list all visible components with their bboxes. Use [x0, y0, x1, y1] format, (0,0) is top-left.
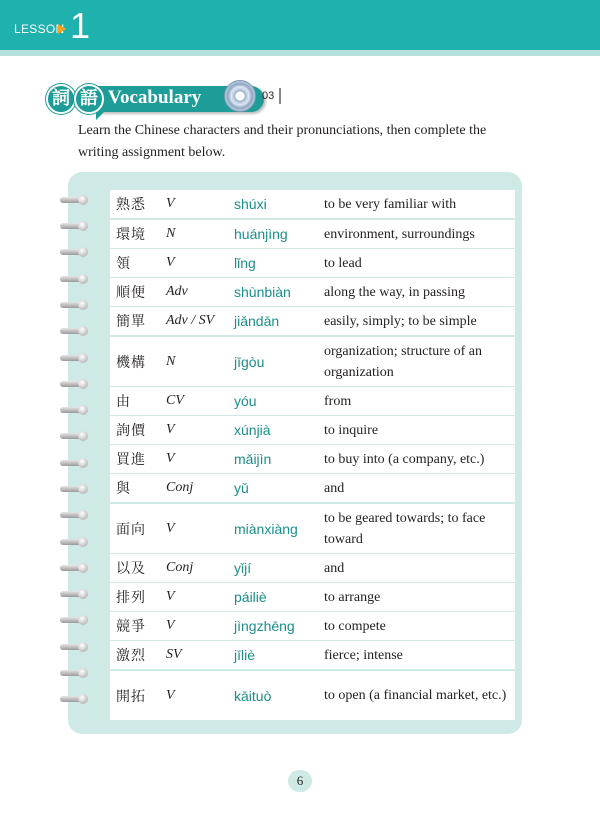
vocab-part-of-speech: CV: [166, 393, 184, 408]
page-number: 6: [288, 770, 312, 792]
ring-head: [78, 221, 88, 231]
binder-ring-icon: [60, 694, 94, 704]
binder-ring-icon: [60, 247, 94, 257]
banner-char-yu: 語: [74, 84, 104, 114]
ring-head: [78, 195, 88, 205]
binder-ring-icon: [60, 484, 94, 494]
vocab-part-of-speech: N: [166, 353, 176, 369]
vocab-characters: 由: [116, 394, 131, 410]
vocab-characters: 面向: [116, 521, 146, 538]
vocab-pinyin: jīgòu: [234, 353, 265, 370]
binder-ring-icon: [60, 589, 94, 599]
vocab-row: [110, 278, 515, 306]
vocab-characters: 與: [116, 481, 131, 497]
binder-ring-icon: [60, 458, 94, 468]
vocab-pinyin: yóu: [234, 393, 257, 409]
vocab-row: [110, 671, 515, 720]
section-title: Vocabulary: [108, 87, 202, 108]
vocab-definition: to buy into (a company, etc.): [324, 451, 485, 467]
ring-head: [78, 300, 88, 310]
vocab-pinyin: xúnjià: [234, 422, 271, 438]
ring-head: [78, 510, 88, 520]
ring-head: [78, 458, 88, 468]
ring-head: [78, 484, 88, 494]
vocab-row: [110, 612, 515, 640]
vocab-pinyin: huánjìng: [234, 226, 288, 242]
binder-ring-icon: [60, 615, 94, 625]
ring-head: [78, 642, 88, 652]
vocab-part-of-speech: V: [166, 451, 175, 466]
vocab-pinyin: yǔ: [234, 480, 249, 496]
vocab-pinyin: jìngzhēng: [234, 618, 295, 634]
vocab-pinyin: páiliè: [234, 589, 267, 605]
vocab-row: [110, 337, 515, 386]
lesson-label: LESSON: [14, 22, 65, 36]
vocab-part-of-speech: SV: [166, 647, 182, 662]
binder-ring-icon: [60, 300, 94, 310]
vocab-row: [110, 641, 515, 669]
binder-ring-icon: [60, 221, 94, 231]
vocab-pinyin: shùnbiàn: [234, 284, 291, 300]
vocab-part-of-speech: N: [166, 226, 176, 241]
vocab-characters: 激烈: [116, 648, 146, 664]
vocab-row: [110, 416, 515, 444]
ring-head: [78, 247, 88, 257]
vocab-characters: 機構: [116, 354, 146, 371]
vocab-part-of-speech: Conj: [166, 560, 194, 575]
vocab-pinyin: jīliè: [234, 647, 256, 663]
vocab-definition: and: [324, 480, 345, 496]
vocab-row: [110, 474, 515, 502]
audio-divider: [279, 88, 281, 104]
binder-ring-icon: [60, 563, 94, 573]
vocab-part-of-speech: Adv: [166, 284, 188, 299]
binder-ring-icon: [60, 642, 94, 652]
arrow-right-icon: [58, 24, 66, 34]
ring-head: [78, 353, 88, 363]
vocab-row: [110, 249, 515, 277]
banner-tail: [96, 112, 104, 120]
binder-ring-icon: [60, 537, 94, 547]
vocab-part-of-speech: V: [166, 422, 175, 437]
vocab-definition: organization; structure of an organization: [324, 343, 482, 380]
ring-head: [78, 405, 88, 415]
ring-head: [78, 431, 88, 441]
vocab-row: [110, 554, 515, 582]
vocab-characters: 競爭: [116, 619, 146, 635]
vocab-part-of-speech: V: [166, 196, 175, 211]
vocab-characters: 以及: [116, 561, 146, 577]
vocab-definition: to compete: [324, 618, 386, 634]
vocab-definition: to open (a financial market, etc.): [324, 688, 507, 703]
vocab-pinyin: kāituò: [234, 687, 272, 704]
binder-ring-icon: [60, 379, 94, 389]
vocab-definition: to be geared towards; to face toward: [324, 510, 486, 547]
ring-head: [78, 537, 88, 547]
vocab-characters: 順便: [116, 285, 146, 301]
vocab-definition: and: [324, 560, 345, 576]
vocab-definition: to lead: [324, 255, 362, 271]
binder-ring-icon: [60, 510, 94, 520]
ring-head: [78, 563, 88, 573]
binder-ring-icon: [60, 274, 94, 284]
vocab-part-of-speech: Conj: [166, 480, 194, 495]
vocab-characters: 詢價: [116, 423, 146, 439]
ring-head: [78, 379, 88, 389]
vocab-row: [110, 220, 515, 248]
ring-head: [78, 668, 88, 678]
binder-ring-icon: [60, 668, 94, 678]
vocab-part-of-speech: V: [166, 255, 175, 270]
vocab-row: [110, 190, 515, 218]
vocab-pinyin: miànxiàng: [234, 520, 298, 537]
vocab-row: [110, 504, 515, 553]
vocabulary-banner: [44, 84, 224, 114]
vocab-part-of-speech: V: [166, 589, 175, 604]
audio-track-number: 03: [262, 90, 275, 102]
vocab-characters: 排列: [116, 590, 146, 606]
header-stripe: [0, 50, 600, 56]
ring-head: [78, 589, 88, 599]
vocab-definition: to inquire: [324, 422, 379, 438]
vocab-part-of-speech: V: [166, 618, 175, 633]
binder-ring-icon: [60, 195, 94, 205]
vocab-part-of-speech: V: [166, 687, 175, 703]
ring-head: [78, 694, 88, 704]
binder-ring-icon: [60, 326, 94, 336]
vocab-characters: 領: [116, 256, 131, 272]
vocab-pinyin: yǐjí: [234, 560, 252, 576]
vocab-row: [110, 445, 515, 473]
vocab-definition: to be very familiar with: [324, 196, 457, 212]
vocab-row: [110, 387, 515, 415]
vocab-definition: from: [324, 393, 352, 409]
vocab-definition: environment, surroundings: [324, 226, 475, 242]
vocab-pinyin: mǎijìn: [234, 451, 272, 467]
vocab-definition: fierce; intense: [324, 647, 403, 663]
vocab-definition: easily, simply; to be simple: [324, 313, 477, 329]
vocab-definition: to arrange: [324, 589, 381, 605]
vocab-characters: 簡單: [116, 314, 146, 330]
vocab-characters: 熟悉: [116, 197, 146, 213]
vocab-row: [110, 583, 515, 611]
lesson-number: 1: [70, 5, 91, 46]
vocab-characters: 開拓: [116, 688, 146, 705]
vocab-definition: along the way, in passing: [324, 284, 466, 300]
cd-audio-icon[interactable]: [224, 80, 256, 112]
vocab-pinyin: shúxi: [234, 196, 267, 212]
vocab-characters: 環境: [116, 227, 146, 243]
vocab-pinyin: jiǎndān: [234, 313, 280, 329]
binder-ring-icon: [60, 405, 94, 415]
ring-head: [78, 326, 88, 336]
binder-ring-icon: [60, 353, 94, 363]
vocab-part-of-speech: Adv / SV: [166, 313, 215, 328]
vocab-row: [110, 307, 515, 335]
ring-head: [78, 274, 88, 284]
vocab-pinyin: lǐng: [234, 255, 256, 271]
binder-ring-icon: [60, 431, 94, 441]
ring-head: [78, 615, 88, 625]
vocab-part-of-speech: V: [166, 520, 175, 536]
banner-char-ci: 詞: [46, 84, 76, 114]
instructions-text: Learn the Chinese characters and their pronunciations, then complete the writing assignment below.: [78, 123, 487, 160]
vocab-characters: 買進: [116, 452, 146, 468]
